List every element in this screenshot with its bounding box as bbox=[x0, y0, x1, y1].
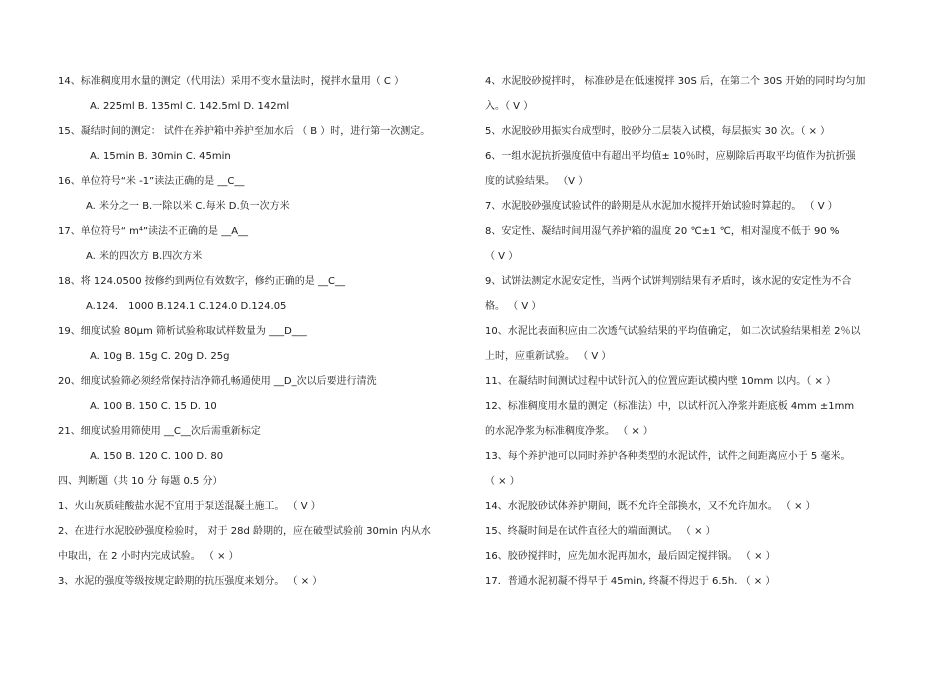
question-19: 19、细度试验 80μm 筛析试验称取试样数量为 ___D___ bbox=[58, 326, 307, 337]
tf-question-9-cont: 格。 （ V ） bbox=[485, 301, 542, 312]
tf-question-10: 10、水泥比表面积应由二次透气试验结果的平均值确定， 如二次试验结果相差 2％以 bbox=[485, 326, 861, 337]
question-14: 14、标准稠度用水量的测定（代用法）采用不变水量法时，搅拌水量用（ C ） bbox=[58, 76, 405, 87]
tf-question-2: 2、在进行水泥胶砂强度检验时， 对于 28d 龄期的，应在破型试验前 30min 内从水 bbox=[58, 526, 431, 537]
tf-question-4-cont: 入。（ V ） bbox=[485, 101, 534, 112]
tf-question-13-cont: （ × ） bbox=[485, 476, 520, 487]
tf-question-16: 16、胶砂搅拌时，应先加水泥再加水，最后固定搅拌锅。 （ × ） bbox=[485, 551, 776, 562]
tf-question-14: 14、水泥胶砂试体养护期间，既不允许全部换水，又不允许加水。 （ × ） bbox=[485, 501, 816, 512]
question-20: 20、细度试验筛必须经常保持洁净筛孔畅通使用 __D_次以后要进行清洗 bbox=[58, 376, 377, 387]
question-16-options: A. 米分之一 B.一除以米 C.每米 D.负一次方米 bbox=[86, 201, 290, 212]
question-18-options: A.124． 1000 B.124.1 C.124.0 D.124.05 bbox=[86, 301, 287, 312]
tf-question-17: 17．普通水泥初凝不得早于 45min, 终凝不得迟于 6.5h. （ × ） bbox=[485, 576, 776, 587]
tf-question-4: 4、水泥胶砂搅拌时， 标准砂是在低速搅拌 30S 后，在第二个 30S 开始的同时均匀加 bbox=[485, 76, 866, 87]
tf-question-8: 8、安定性、凝结时间用湿气养护箱的温度 20 ℃±1 ℃，相对湿度不低于 90 % bbox=[485, 226, 840, 237]
right-column bbox=[485, 76, 895, 601]
question-20-options: A. 100 B. 150 C. 15 D. 10 bbox=[90, 401, 217, 412]
question-15-options: A. 15min B. 30min C. 45min bbox=[90, 151, 231, 162]
question-21-options: A. 150 B. 120 C. 100 D. 80 bbox=[90, 451, 224, 462]
question-15: 15、凝结时间的测定： 试件在养护箱中养护至加水后 （ B ）时，进行第一次测定。 bbox=[58, 126, 431, 137]
question-14-options: A. 225ml B. 135ml C. 142.5ml D. 142ml bbox=[90, 101, 290, 112]
tf-question-11: 11、在凝结时间测试过程中试针沉入的位置应距试模内壁 10mm 以内。（ × ） bbox=[485, 376, 837, 387]
tf-question-13: 13、每个养护池可以同时养护各种类型的水泥试件，试件之间距离应小于 5 毫米。 bbox=[485, 451, 851, 462]
tf-question-3: 3、水泥的强度等级按规定龄期的抗压强度来划分。 （ × ） bbox=[58, 576, 323, 587]
tf-question-6-cont: 度的试验结果。 （V ） bbox=[485, 176, 589, 187]
question-17-options: A. 米的四次方 B.四次方米 bbox=[86, 251, 203, 262]
tf-question-1: 1、火山灰质硅酸盐水泥不宜用于泵送混凝土施工。 （ V ） bbox=[58, 501, 321, 512]
question-17: 17、单位符号“ m⁴”读法不正确的是 __A__ bbox=[58, 226, 249, 237]
tf-question-10-cont: 上时，应重新试验。 （ V ） bbox=[485, 351, 612, 362]
tf-question-6: 6、一组水泥抗折强度值中有超出平均值± 10％时，应剔除后再取平均值作为抗折强 bbox=[485, 151, 856, 162]
tf-question-8-cont: （ V ） bbox=[485, 251, 519, 262]
left-column bbox=[58, 76, 468, 601]
question-21: 21、细度试验用筛使用 __C__次后需重新标定 bbox=[58, 426, 261, 437]
question-18: 18、将 124.0500 按修约到两位有效数字，修约正确的是 __C__ bbox=[58, 276, 345, 287]
tf-question-9: 9、试饼法测定水泥安定性，当两个试饼判别结果有矛盾时，该水泥的安定性为不合 bbox=[485, 276, 852, 287]
tf-question-12-cont: 的水泥净浆为标准稠度净浆。 （ × ） bbox=[485, 426, 653, 437]
tf-question-15: 15、终凝时间是在试件直径大的端面测试。 （ × ） bbox=[485, 526, 716, 537]
tf-question-12: 12、标准稠度用水量的测定（标准法）中，以试杆沉入净浆并距底板 4mm ±1mm bbox=[485, 401, 855, 412]
tf-question-5: 5、水泥胶砂用振实台成型时，胶砂分二层装入试模，每层振实 30 次。（ × ） bbox=[485, 126, 831, 137]
tf-question-2-cont: 中取出，在 2 小时内完成试验。 （ × ） bbox=[58, 551, 239, 562]
section-heading-true-false: 四、判断题（共 10 分 每题 0.5 分） bbox=[58, 476, 223, 487]
tf-question-7: 7、水泥胶砂强度试验试件的龄期是从水泥加水搅拌开始试验时算起的。 （ V ） bbox=[485, 201, 838, 212]
question-16: 16、单位符号“米 -1”读法正确的是 __C__ bbox=[58, 176, 245, 187]
question-19-options: A. 10g B. 15g C. 20g D. 25g bbox=[90, 351, 230, 362]
